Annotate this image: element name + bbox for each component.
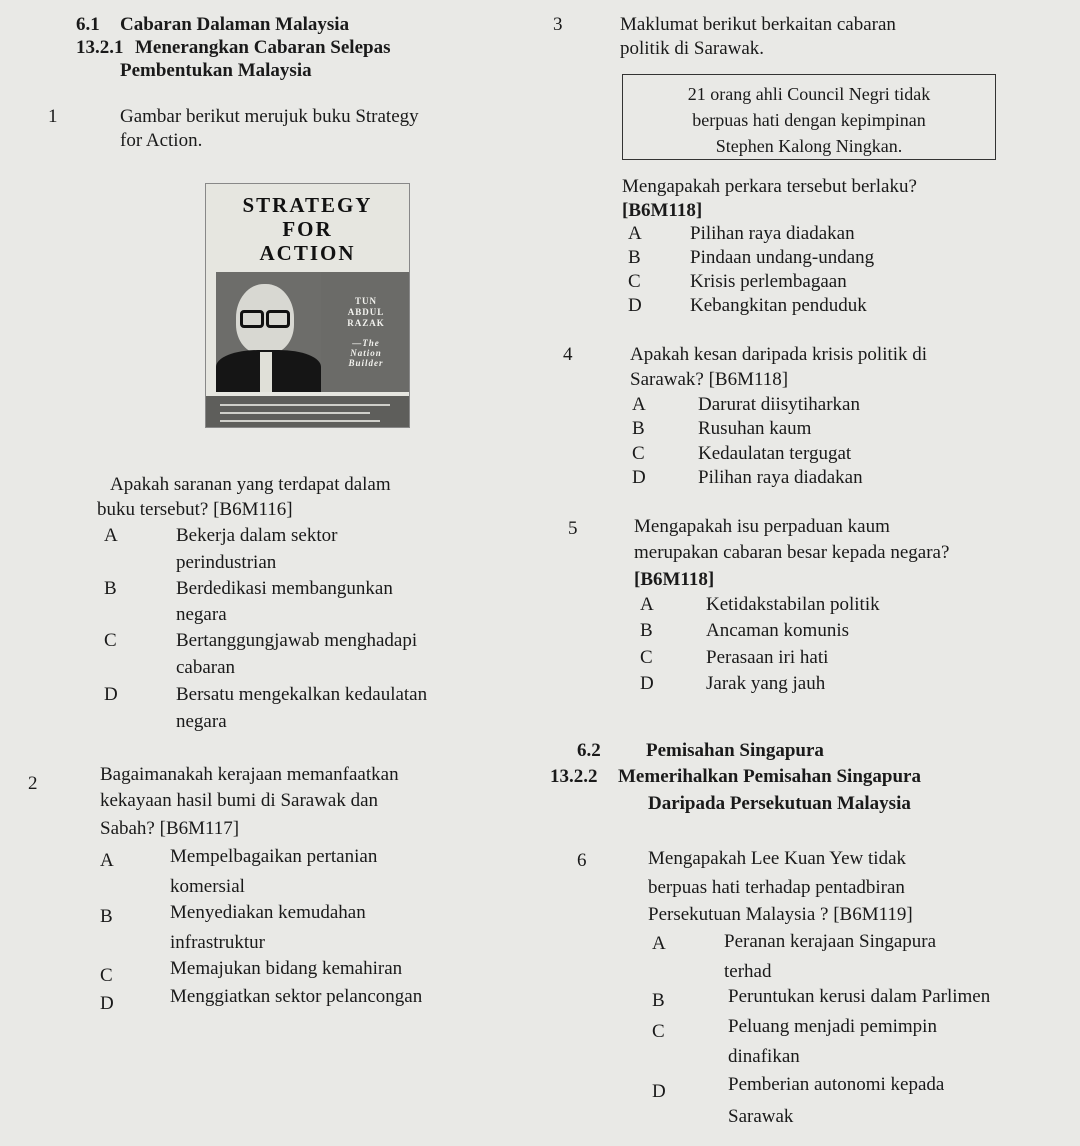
information-line: Stephen Kalong Ningkan.	[715, 136, 903, 156]
subtopic-title-line2: Pembentukan Malaysia	[120, 60, 312, 81]
topic-title: Pemisahan Singapura	[646, 740, 824, 761]
option-text[interactable]: Peranan kerajaan Singapura	[724, 931, 937, 952]
option-text[interactable]: cabaran	[176, 657, 236, 678]
option-letter[interactable]: D	[628, 295, 642, 316]
option-text[interactable]: Menggiatkan sektor pelancongan	[170, 986, 423, 1007]
question-number: 5	[568, 518, 578, 539]
question-code: [B6M118]	[634, 569, 715, 590]
book-title-line: ACTION	[259, 241, 356, 265]
option-text[interactable]: Jarak yang jauh	[706, 673, 826, 694]
question-stem: Sarawak? [B6M118]	[630, 369, 789, 390]
question-text: buku tersebut? [B6M116]	[97, 499, 293, 520]
option-letter[interactable]: A	[100, 850, 114, 871]
book-side-text: TUN	[354, 296, 377, 306]
option-letter[interactable]: C	[100, 965, 113, 986]
option-text[interactable]: Mempelbagaikan pertanian	[170, 846, 378, 867]
option-text[interactable]: Pilihan raya diadakan	[698, 467, 863, 488]
question-number: 2	[28, 773, 38, 794]
question-stem: Maklumat berikut berkaitan cabaran	[620, 14, 896, 35]
question-stem: Gambar berikut merujuk buku Strategy	[120, 106, 419, 127]
subtopic-title-line1: Menerangkan Cabaran Selepas	[135, 37, 391, 58]
question-text: Apakah saranan yang terdapat dalam	[110, 474, 391, 495]
option-letter[interactable]: C	[652, 1021, 665, 1042]
option-text[interactable]: Rusuhan kaum	[698, 418, 812, 439]
question-stem: Mengapakah isu perpaduan kaum	[634, 516, 890, 537]
option-letter[interactable]: B	[100, 906, 113, 927]
information-line: berpuas hati dengan kepimpinan	[692, 110, 926, 130]
option-text[interactable]: Ketidakstabilan politik	[706, 594, 880, 615]
option-text[interactable]: Krisis perlembagaan	[690, 271, 847, 292]
option-letter[interactable]: D	[104, 684, 118, 705]
option-text[interactable]: Darurat diisytiharkan	[698, 394, 860, 415]
option-text[interactable]: negara	[176, 604, 227, 625]
book-title-line: FOR	[282, 217, 333, 241]
option-letter[interactable]: A	[652, 933, 666, 954]
option-text[interactable]: Pilihan raya diadakan	[690, 223, 855, 244]
option-text[interactable]: Perasaan iri hati	[706, 647, 829, 668]
option-text[interactable]: Memajukan bidang kemahiran	[170, 958, 403, 979]
topic-title: Cabaran Dalaman Malaysia	[120, 14, 350, 35]
question-stem: Sabah? [B6M117]	[100, 818, 240, 839]
option-text[interactable]: Menyediakan kemudahan	[170, 902, 366, 923]
option-letter[interactable]: A	[104, 525, 118, 546]
option-text[interactable]: Peruntukan kerusi dalam Parlimen	[728, 986, 991, 1007]
option-text[interactable]: terhad	[724, 961, 772, 982]
option-letter[interactable]: C	[632, 443, 645, 464]
book-side-text: RAZAK	[347, 318, 385, 328]
subtopic-title-line2: Daripada Persekutuan Malaysia	[648, 793, 911, 814]
book-bottom-band	[206, 396, 409, 428]
option-letter[interactable]: D	[640, 673, 654, 694]
option-text[interactable]: infrastruktur	[170, 932, 265, 953]
book-side-text: Nation	[350, 348, 382, 358]
information-line: 21 orang ahli Council Negri tidak	[687, 84, 931, 104]
subtopic-title-line1: Memerihalkan Pemisahan Singapura	[618, 766, 921, 787]
question-number: 4	[563, 344, 573, 365]
question-stem: berpuas hati terhadap pentadbiran	[648, 877, 905, 898]
option-text[interactable]: Pindaan undang-undang	[690, 247, 875, 268]
option-text[interactable]: Bekerja dalam sektor	[176, 525, 338, 546]
option-letter[interactable]: B	[652, 990, 665, 1011]
option-text[interactable]: Bertanggungjawab menghadapi	[176, 630, 418, 651]
option-letter[interactable]: D	[100, 993, 114, 1014]
option-letter[interactable]: B	[628, 247, 641, 268]
question-stem: Persekutuan Malaysia ? [B6M119]	[648, 904, 913, 925]
book-side-text: ABDUL	[347, 307, 385, 317]
question-stem: kekayaan hasil bumi di Sarawak dan	[100, 790, 379, 811]
subtopic-number: 13.2.2	[550, 766, 598, 787]
option-letter[interactable]: D	[632, 467, 646, 488]
option-letter[interactable]: C	[628, 271, 641, 292]
option-text[interactable]: dinafikan	[728, 1046, 800, 1067]
question-stem: merupakan cabaran besar kepada negara?	[634, 542, 950, 563]
subtopic-number: 13.2.1	[76, 37, 124, 58]
option-letter[interactable]: B	[632, 418, 645, 439]
question-stem: Apakah kesan daripada krisis politik di	[630, 344, 928, 365]
option-letter[interactable]: C	[640, 647, 653, 668]
question-stem: Mengapakah Lee Kuan Yew tidak	[648, 848, 907, 869]
question-stem: Bagaimanakah kerajaan memanfaatkan	[100, 764, 399, 785]
option-letter[interactable]: C	[104, 630, 117, 651]
option-letter[interactable]: D	[652, 1081, 666, 1102]
option-text[interactable]: Ancaman komunis	[706, 620, 850, 641]
book-title-line: STRATEGY	[242, 193, 373, 217]
question-stem: politik di Sarawak.	[620, 38, 765, 59]
information-box	[622, 74, 996, 160]
question-code: [B6M118]	[622, 200, 703, 221]
option-text[interactable]: Pemberian autonomi kepada	[728, 1074, 945, 1095]
book-side-text: —The	[352, 338, 380, 348]
option-letter[interactable]: A	[632, 394, 646, 415]
question-number: 6	[577, 850, 587, 871]
portrait-photo	[216, 272, 321, 392]
option-letter[interactable]: A	[640, 594, 654, 615]
question-number: 3	[553, 14, 563, 35]
option-letter[interactable]: B	[640, 620, 653, 641]
option-text[interactable]: negara	[176, 711, 227, 732]
option-text[interactable]: perindustrian	[176, 552, 277, 573]
option-text[interactable]: Berdedikasi membangunkan	[176, 578, 393, 599]
option-text[interactable]: Sarawak	[728, 1106, 794, 1127]
option-text[interactable]: Peluang menjadi pemimpin	[728, 1016, 937, 1037]
question-text: Mengapakah perkara tersebut berlaku?	[622, 176, 917, 197]
book-cover-image	[205, 183, 410, 428]
option-text[interactable]: Kedaulatan tergugat	[698, 443, 852, 464]
question-stem: for Action.	[120, 130, 203, 151]
topic-number: 6.1	[76, 14, 100, 35]
option-letter[interactable]: A	[628, 223, 642, 244]
topic-number: 6.2	[577, 740, 601, 761]
option-text[interactable]: komersial	[170, 876, 245, 897]
option-text[interactable]: Kebangkitan penduduk	[690, 295, 867, 316]
question-number: 1	[48, 106, 58, 127]
book-side-text: Builder	[348, 358, 384, 368]
option-letter[interactable]: B	[104, 578, 117, 599]
option-text[interactable]: Bersatu mengekalkan kedaulatan	[176, 684, 428, 705]
